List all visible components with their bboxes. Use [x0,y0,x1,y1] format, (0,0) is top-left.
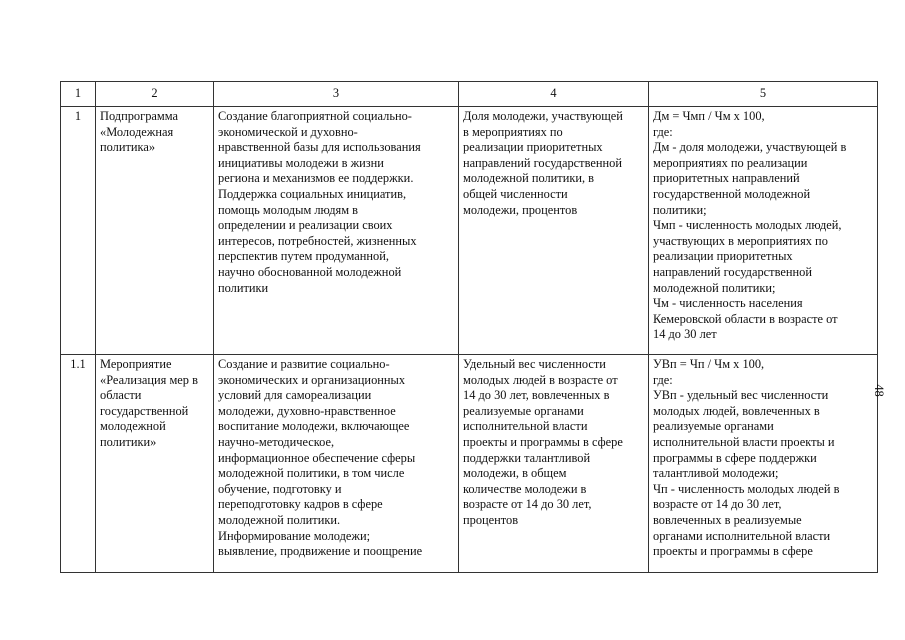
program-goal: Создание и развитие социально- экономических и организационных условий для самореализации молодежи, духовно-нравственное воспитание молодежи, включающее научно-методическое, информационное обеспечение сферы молодежной политики, в том числе обучение, подготовку и переподготовку кадров в сфере молодежной политики. Информирование молодежи; выявление, продвижение и поощрение [214,355,459,573]
program-goal: Создание благоприятной социально- экономической и духовно- нравственной базы для использования инициативы молодежи в жизни региона и механизмов ее поддержки. Поддержка социальных инициатив, помощь молодым людям в определении и реализации своих интересов, потребностей, жизненных перспектив путем продуманной, научно обоснованной молодежной политики [214,107,459,355]
program-name: Подпрограмма «Молодежная политика» [96,107,214,355]
header-cell-4: 4 [459,82,649,107]
table-row [61,107,878,355]
page-number: 48 [871,384,886,397]
indicator-name: Доля молодежи, участвующей в мероприятиях по реализации приоритетных направлений государственной молодежной политики, в общей численности молодежи, процентов [459,107,649,355]
header-cell-5: 5 [649,82,878,107]
indicator-formula: УВп = Чп / Чм x 100, где: УВп - удельный вес численности молодых людей, вовлеченных в реализуемые органами исполнительной власти проекты и программы в сфере поддержки талантливой молодежи; Чп - численность молодых людей в возрасте от 14 до 30 лет, вовлеченных в реализуемые органами исполнительной власти проекты и программы в сфере [649,355,878,573]
indicator-table [60,81,878,573]
header-cell-1: 1 [61,82,96,107]
header-cell-2: 2 [96,82,214,107]
indicator-formula: Дм = Чмп / Чм x 100, где: Дм - доля молодежи, участвующей в мероприятиях по реализации приоритетных направлений государственной молодежной политики; Чмп - численность молодых людей, участвующих в мероприятиях по реализации приоритетных направлений государственной молодежной политики; Чм - численность населения Кемеровской области в возрасте от 14 до 30 лет [649,107,878,355]
table-header-row [61,82,878,107]
table-row [61,355,878,573]
row-number: 1.1 [61,355,96,573]
program-name: Мероприятие «Реализация мер в области государственной молодежной политики» [96,355,214,573]
row-number: 1 [61,107,96,355]
header-cell-3: 3 [214,82,459,107]
indicator-name: Удельный вес численности молодых людей в возрасте от 14 до 30 лет, вовлеченных в реализуемые органами исполнительной власти проекты и программы в сфере поддержки талантливой молодежи, в общем количестве молодежи в возрасте от 14 до 30 лет, процентов [459,355,649,573]
